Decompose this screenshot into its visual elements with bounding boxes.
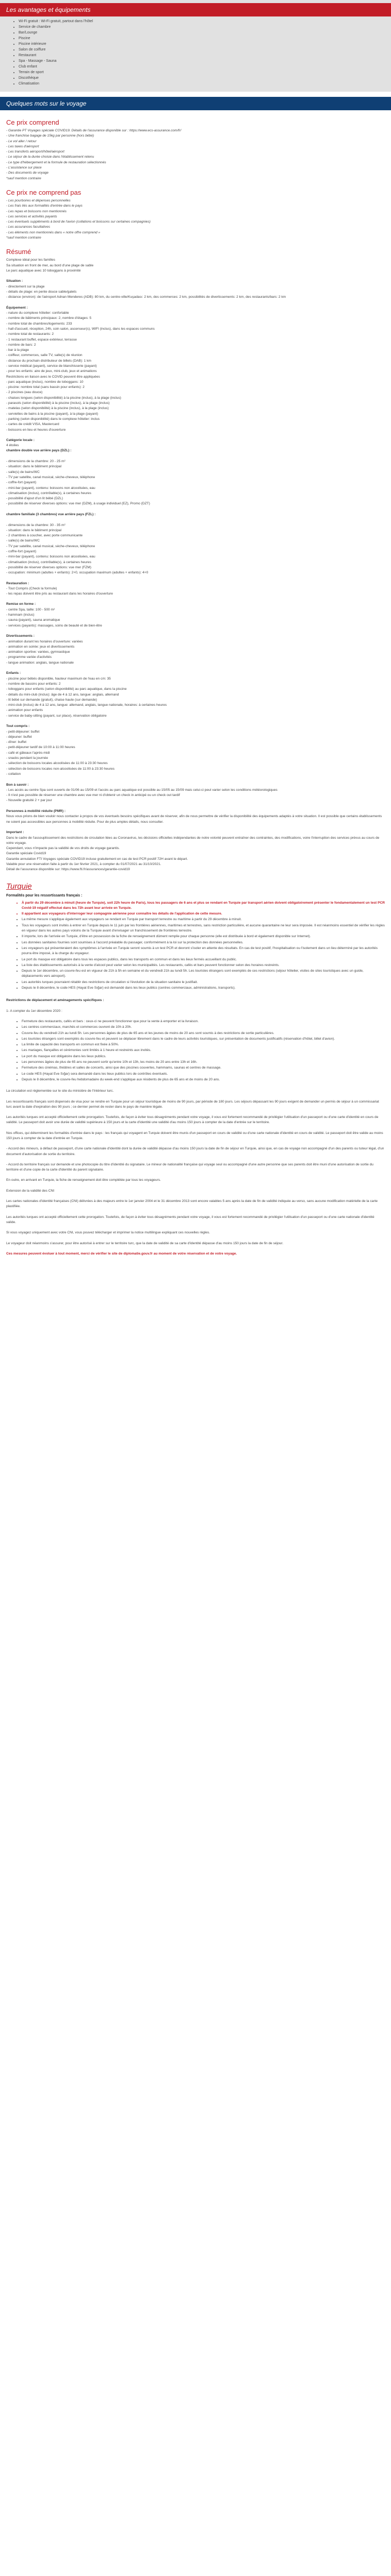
leisure-line: - hammam (inclus) — [6, 613, 35, 617]
price-excludes-line: - Les repas et boissons non mentionnés — [6, 209, 67, 213]
turkey-rule-bullet: • Couvre-feu du vendredi 21h au lundi 5h. Les personnes âgées de plus de 65 ans et les jeunes de moins de 20 ans sont soumis à des restrictions de sortie particulières. — [22, 1031, 385, 1036]
room-line: - coffre-fort (payant) — [6, 550, 37, 554]
leisure-line: - sélection de boissons locales non-alcoolisées de 11:00 à 23:30 heures — [6, 767, 115, 771]
leisure-line: - petit-déjeuner tardif de 10:00 à 11:00 heures — [6, 745, 75, 750]
turkey-rules-title: Restrictions de déplacement et aménagements spécifiques : — [6, 998, 104, 1003]
price-includes-line: - Des documents de voyage — [6, 171, 49, 175]
leisure-line: Remise en forme : — [6, 602, 36, 606]
trip-content — [0, 110, 391, 1268]
leisure-line: - collation — [6, 772, 21, 776]
equipments-block — [0, 0, 391, 92]
equipment-item: • Bar/Lounge — [19, 30, 391, 36]
room-line: - salle(s) de bains/WC — [6, 539, 40, 543]
turkey-final-note: Ces mesures peuvent évoluer à tout moment, merci de vérifier le site de diplomatie.gouv.fr au moment de votre réservation et de votre voyage. — [6, 1251, 237, 1256]
turkey-rule-bullet: • Fermeture des cinémas, théâtres et salles de concerts, ainsi que des piscines couvertes, hammams, saunas et centres de massage. — [22, 1065, 385, 1071]
leisure-line: Personnes à mobilité réduite (PMR) : — [6, 809, 66, 814]
detail-line: - directement sur la plage — [6, 284, 45, 289]
detail-line: - nombre de bâtiments principaux: 2, nombre d'étages: 5 — [6, 316, 92, 320]
spacer — [6, 719, 385, 724]
spacer — [6, 517, 385, 522]
spacer — [6, 666, 385, 671]
turkey-bullet: • Les autorités turques pourraient rétablir des restrictions de circulation si l'évolution de la situation sanitaire le justifiait. — [22, 980, 385, 985]
room-line: - climatisation (inclus), contrôlable(s), à certaines heures — [6, 491, 91, 495]
equipments-list — [0, 19, 391, 87]
leisure-line: - service de baby-sitting (payant, sur place), réservation obligatoire — [6, 714, 107, 718]
leisure-line: - animation sportive: variées, gymnastique — [6, 650, 70, 654]
leisure-line: - centre Spa, taille: 100 - 500 m² — [6, 607, 55, 612]
room-line: - occupation: minimum (adultes + enfants): 2+0, occupation maximum (adultes + enfants): 4+0 — [6, 571, 149, 575]
price-includes-line: - Le type d'hébergement et la formule de restauration sélectionnés — [6, 160, 106, 164]
turkey-paragraph: Si vous voyagez uniquement avec votre CNI, vous pouvez télécharger et imprimer la notice multilingue expliquant ces nouvelles règles. — [6, 1231, 210, 1235]
turkey-paragraph: Le voyageur doit néanmoins s'assurer, pour être autorisé à entrer sur le territoire turc, que la date de validité de sa carte d'identité dépasse d'au moins 150 jours la date de fin de séjour. — [6, 1241, 284, 1245]
room-line: - possibilité de réserver diverses options: vue mer (DZM), à usage individuel (EZ), Promo (DZT) — [6, 502, 150, 506]
leisure-line: Garantie annulation FTI Voyages spéciale COVID19 incluse gratuitement en cas de test PCR positif 72H avant le départ. — [6, 857, 188, 861]
food-line: Restauration : — [6, 581, 29, 585]
leisure-line: - lit bébé sur demande (gratuit), chaise haute (sur demande) — [6, 698, 97, 702]
details-block — [6, 279, 385, 433]
turkey-bullets — [6, 901, 385, 991]
detail-line: - boissons en lieu et heures d'ouverture — [6, 428, 66, 432]
equipment-item: • Spa - Massage - Sauna — [19, 58, 391, 64]
price-excludes-line: - Les services et activités payants — [6, 214, 57, 218]
leisure-line: Enfants : — [6, 671, 21, 675]
turkey-bullet: • Depuis le 1er décembre, un couvre-feu est en vigueur de 21h à 5h en semaine et du vendredi 21h au lundi 5h. Les touristes étrangers sont exemptés de ces restrictions (séjour hôtelier, visites de sites touristiques avec un guide, déplacements vers aéroport). — [22, 969, 385, 979]
leisure-line: - langue animation: anglais, langue nationale — [6, 660, 74, 665]
leisure-line: - déjeuner: buffet — [6, 735, 32, 739]
detail-line: - parking (selon disponibilité) dans le complexe hôtelier: inclus — [6, 417, 100, 421]
turkey-rule-bullet: • Les centres commerciaux, marchés et commerces ouvrent de 10h à 20h. — [22, 1025, 385, 1030]
turkey-paragraph: Les autorités turques ont accepté officiellement cette prorogation. Toutefois, de façon à éviter tous désagréments pendant votre voyage, il vous est fortement recommandé de privilégier l'utilisation d'un passeport ou d'une carte nationale d'identité valide. — [6, 1215, 374, 1224]
room-line: - climatisation (inclus), contrôlable(s), à certaines heures — [6, 560, 91, 564]
price-excludes-list — [6, 198, 385, 241]
spacer — [6, 507, 385, 512]
spacer — [6, 804, 385, 809]
equipment-item: • Club enfant — [19, 64, 391, 70]
equipment-item: • Restaurant — [19, 53, 391, 58]
price-excludes-line: - Les assurances facultatives — [6, 225, 51, 229]
detail-line: - nombre total de restaurants: 2 — [6, 332, 54, 336]
turkey-bullet: • Le port du masque est obligatoire dans tous les espaces publics, dans les transports en commun et dans les lieux fermés accueillant du public. — [22, 957, 385, 962]
equipment-item: • Discothèque — [19, 75, 391, 81]
detail-line: - matelas (selon disponibilité) à la piscine (inclus), à la plage (inclus) — [6, 406, 109, 411]
food-line: - Tout Compris (Check la formule) — [6, 586, 57, 590]
price-includes-line: - Le séjour de la durée choisie dans l'établissement retenu — [6, 155, 94, 159]
turkey-paragraph: Nos offices, qui déterminent les formalités d'entrée dans le pays : les français qui voyagent en Turquie doivent être munis d'un passeport en cours de validité ou d'une carte nationale d'identité en cours de validité. Le passeport doit être valide au moins 150 jours à compter de la date d'entrée en Turquie. — [6, 1131, 383, 1140]
turkey-bullet: • Les données sanitaires fournies sont soumises à l'accord préalable du passager, conformément à la loi sur la protection des données personnelles. — [22, 940, 385, 945]
spacer — [6, 777, 385, 782]
turkey-paragraph: - Accord des mineurs, à défaut de passeport, d'une carte nationale d'identité dont la durée de validité dépasse d'au moins 150 jours la date de fin de séjour en Turquie, ainsi que, en cas de voyage non accompagné d'un des parents ou tuteur légal, d'un document d'autorisation de sortie du territoire. — [6, 1147, 384, 1156]
price-includes-title: Ce prix comprend — [6, 118, 59, 126]
turkey-bullet: • Tous les voyageurs sont invités à entrer en Turquie depuis le 11 juin par les frontières aériennes, maritimes et terrestres, sans restriction particulière, et aucune quarantaine ne leur sera imposée. Il est néanmoins essentiel de vérifier les règles en vigueur dans les autres pays voisins de la Turquie avant d'envisager un franchissement de frontières terrestre. — [22, 923, 385, 934]
leisure-line: Bon à savoir : — [6, 783, 29, 787]
equipment-item: • Piscine intérieure — [19, 41, 391, 47]
summary-title: Résumé — [6, 248, 31, 256]
turkey-rule-bullet: • Depuis le 8 décembre, le couvre-feu hebdomadaire du week-end s'applique aux résidents de plus de 65 ans et de moins de 20 ans. — [22, 1077, 385, 1082]
price-includes-line: - Les taxes d'aéroport — [6, 144, 39, 148]
food-line: - les repas doivent être pris au restaurant dans les horaires d'ouverture — [6, 592, 113, 596]
leisure-line: - nombre de bassins pour enfants: 2 — [6, 682, 61, 686]
turkey-paragraph: Les ressortissants français sont dispensés de visa pour se rendre en Turquie pour un séjour touristique de moins de 90 jours, par période de 180 jours. Les séjours dépassant les 90 jours exigent de demander un permis de séjour à un commissariat turc avant la date d'expiration des 90 jours ; ce dernier permet de rester dans le pays de manière légale. — [6, 1099, 379, 1109]
price-excludes-line: - Les frais liés aux formalités d'entrée dans le pays — [6, 204, 83, 208]
turkey-paragraph: La circulation est réglementée sur le site du ministère de l'Intérieur turc. — [6, 1089, 114, 1093]
room-line: - salle(s) de bains/WC — [6, 470, 40, 474]
turkey-paragraph: - Accord du territoire français sur demande et une photocopie du titre d'identité du signataire. Le mineur de nationalité française qui voyage seul ou accompagné d'une autre personne que ses parents doit être muni d'une autorisation de sortie du territoire et d'une copie de la carte d'identité du parent signataire. — [6, 1162, 373, 1172]
turkey-rules-bullets — [6, 1019, 385, 1082]
turkey-rule-bullet: • Les personnes âgées de plus de 65 ans ne peuvent sortir qu'entre 10h et 13h, les moins de 20 ans entre 13h et 16h. — [22, 1060, 385, 1065]
equipment-item: • Service de chambre — [19, 24, 391, 30]
turkey-intro: Formalités pour les ressortissants français : — [6, 893, 83, 897]
leisure-line: - détails du mini-club (inclus): âge de 4 à 12 ans, langue: anglais, allemand — [6, 692, 119, 697]
price-includes-line: - L'assistance sur place — [6, 166, 42, 170]
room-line: chambre double vue arrière pays (DZL) : — [6, 449, 72, 453]
detail-line: - service médical (payant), service de blanchisserie (payant) — [6, 364, 97, 368]
turkey-paragraph: Les cartes nationales d'identité françaises (CNI) délivrées à des majeurs entre le 1er janvier 2004 et le 31 décembre 2013 sont encore valables 5 ans après la date de fin de validité indiquée au verso, sans aucune modification matérielle de la carte plastifiée. — [6, 1199, 378, 1209]
detail-line: - hall d'accueil, réception, 24h, coin salon, ascenseur(s), WIFI (inclus), dans les espaces communs — [6, 327, 155, 331]
detail-line: - coiffeur, commerces, salle TV, salle(s) de réunion — [6, 353, 83, 358]
room-line: 4 étoiles — [6, 444, 19, 448]
leisure-line: - Les accès au centre Spa sont ouverts de 01/06 au 15/09 et l'accès au parc aquatique est possible au 15/05 au 15/09 mais celui-ci peut varier selon les conditions météorologiques — [6, 788, 278, 792]
price-excludes-line: - Les pourboires et dépenses personnelles — [6, 198, 71, 202]
room-line: - coffre-fort (payant) — [6, 481, 37, 485]
spacer — [6, 825, 385, 830]
spacer — [6, 629, 385, 634]
turkey-rule-bullet: • Les touristes étrangers sont exemptés du couvre-feu et peuvent se déplacer librement dans le cadre de leurs activités touristiques, sur présentation de documents justificatifs (réservation d'hôtel, billet d'avion). — [22, 1037, 385, 1042]
leisure-line: - programme variée d'activités — [6, 655, 52, 659]
detail-line: - parc aquatique (inclus), nombre de toboggans: 10 — [6, 380, 84, 384]
leisure-line: Dans le cadre de l'assouplissement des restrictions de circulation liées au Coronavirus, les décisions officielles indépendantes de notre volonté peuvent entraîner des contraintes, des modifications, voire l'interruption des services prévus au cours de votre voyage. — [6, 836, 380, 845]
rooms-block — [6, 438, 385, 576]
turkey-bullet: • La liste des établissements autorisés à la vente d'alcool peut varier selon les municipalités. Les restaurants, cafés et bars peuvent fonctionner selon des horaires restreints. — [22, 963, 385, 968]
leisure-line: Détail de l'assurance disponible sur: https://www.fti.fr/assurances/garantie-covid19 — [6, 868, 130, 872]
leisure-line: - snacks pendant la journée — [6, 756, 48, 760]
turkey-paragraph: Extension de la validité des CNI — [6, 1189, 55, 1193]
leisure-line: - Il n'est pas possible de réserver une chambre avec vue mer ni d'obtenir un check in anticipé ou un check out tardif — [6, 793, 180, 798]
leisure-line: Nous vous prions de bien vouloir nous contacter à propos de vos éventuels besoins spécifiques avant de réserver, afin de nous permettre de vérifier la disponibilité des équipements adaptés à votre situation. Il est possible que certains établissements ne soient pas accessibles aux personnes à mobilité réduite. Pour de plus amples détails, nous consulter. — [6, 815, 382, 824]
room-line: - TV par satellite, canal musical, sèche-cheveux, téléphone — [6, 475, 95, 479]
room-line: Catégorie locale : — [6, 438, 35, 442]
turkey-bullet: • La même mesure s'applique également aux voyageurs se rendant en Turquie par transport terrestre ou maritime à partir du 29 décembre à minuit. — [22, 917, 385, 922]
equipments-title: Les avantages et équipements — [0, 3, 391, 16]
turkey-rule-bullet: • Fermeture des restaurants, cafés et bars : ceux-ci ne peuvent fonctionner que pour la vente à emporter et la livraison. — [22, 1019, 385, 1024]
price-includes-list — [6, 128, 385, 181]
leisure-line: - toboggans pour enfants (selon disponibilité) au parc aquatique, dans la piscine — [6, 687, 127, 691]
room-line: - dimensions de la chambre: 30 - 35 m² — [6, 523, 66, 527]
turkey-bullet: • Il importe, lors de l'arrivée en Turquie, d'être en possession de la fiche de renseignement dûment remplie pour chaque personne (elle est distribuée à bord et également disponible sur Internet). — [22, 934, 385, 939]
leisure-line: - mini-club (inclus) de 4 à 12 ans, langue: allemand, anglais, langue nationale, horaires: à certaines heures — [6, 703, 167, 707]
detail-line: - nature du complexe hôtelier: confortable — [6, 311, 69, 315]
price-excludes-line: - Les éventuels suppléments à bord de l'avion (collations et boissons sur certaines compagnies) — [6, 220, 151, 224]
price-excludes-line: - Les éléments non mentionnés dans « notre offre comprend » — [6, 230, 101, 234]
turkey-bullet: • Depuis le 8 décembre, le code HES (Hayat Eve Sığar) est demandé dans les lieux publics (centres commerciaux, administrations, transports). — [22, 986, 385, 991]
leisure-line: Garantie spéciale Covid19 — [6, 852, 46, 856]
equipment-item: • Piscine — [19, 36, 391, 41]
section-title-bar: Quelques mots sur le voyage — [0, 97, 391, 110]
price-includes-line: - Garantie PT Voyages spéciale COVID19. Détails de l'assurance disponible sur : https://www.ecs-assurance.com/fr/ — [6, 129, 182, 132]
turkey-paragraphs — [6, 1089, 385, 1246]
equipment-item: • Wi-Fi gratuit : Wi-Fi gratuit, partout dans l'hôtel — [19, 19, 391, 24]
leisure-line: - sélection de boissons locales alcoolisées de 11:00 à 23:30 heures — [6, 761, 108, 766]
room-line: - situation: dans le bâtiment principal — [6, 465, 62, 469]
price-includes-line: - Le vol aller / retour — [6, 139, 37, 143]
turkey-rule-bullet: • Les mariages, fiançailles et cérémonies sont limités à 1 heure et restreints aux invités. — [22, 1048, 385, 1053]
spacer — [6, 300, 385, 305]
turkey-rule-bullet: • Le code HES (Hayat Eve Sığar) sera demandé dans les lieux publics lors de contrôles éventuels. — [22, 1072, 385, 1077]
detail-line: - 1 restaurant buffet, espace extérieur, terrasse — [6, 337, 77, 342]
detail-line: Équipement : — [6, 306, 28, 310]
price-includes-line: - Les transferts aéroport/hôtel/aéroport — [6, 150, 64, 154]
leisure-line: - animation pour enfants — [6, 708, 43, 713]
price-excludes-title: Ce prix ne comprend pas — [6, 188, 82, 196]
turkey-bullet: • À partir du 29 décembre à minuit (heure de Turquie), soit 22h heure de Paris), tous les passagers de 6 ans et plus se rendant en Turquie par transport aérien doivent obligatoirement présenter le fondamentalement un test PCR Covid-19 négatif effectué dans les 72h avant leur arrivée en Turquie. — [22, 901, 385, 911]
detail-line: - détails de plage: en pente douce sable/galets — [6, 290, 77, 294]
price-excludes-line: *sauf mention contraire — [6, 236, 41, 240]
room-line: - TV par satellite, canal musical, sèche-cheveux, téléphone — [6, 544, 95, 548]
detail-line: - chaises longues (selon disponibilité) à la piscine (inclus), à la plage (inclus) — [6, 396, 121, 400]
summary-line: Complexe idéal pour les familles — [6, 258, 55, 262]
detail-line: - pour les enfants: aire de jeux, mini-club, jeux et animations — [6, 369, 97, 374]
turkey-bullet: • Il appartient aux voyageurs d'interroger leur compagnie aérienne pour connaître les détails de l'application de cette mesure. — [22, 911, 385, 917]
turkey-bullet: • Les voyageurs qui présenteraient des symptômes à l'arrivée en Turquie seront soumis à un test PCR et devront s'isoler en attente des résultats. En cas de test positif, l'hospitalisation ou l'isolement dans un lieu déterminé par les autorités pourra être imposé, à la charge du voyageur. — [22, 946, 385, 957]
room-line: - possibilité de réserver diverses options: vue mer (FZM) — [6, 565, 91, 569]
page — [0, 0, 391, 1268]
leisure-line: - café et gâteaux l'après-midi — [6, 751, 50, 755]
detail-line: - parasols (selon disponibilité) à la piscine (inclus), à la plage (inclus) — [6, 401, 110, 405]
room-line: - situation: dans le bâtiment principal — [6, 528, 62, 532]
detail-line: - cartes de crédit VISA, Mastercard — [6, 422, 59, 427]
leisure-line: Cependant, vous n'impacte pas la validité de vos droits de voyage garantis. — [6, 846, 120, 851]
leisure-line: - animation en soirée: jeux et divertissements — [6, 645, 75, 649]
leisure-line: - piscine pour bébés disponible, hauteur maximum de l'eau en cm: 35 — [6, 676, 111, 681]
price-includes-line: - Une franchise bagage de 15kg par personne (hors bébé) — [6, 134, 94, 138]
room-line: - possibilité d'ajout d'un lit bébé (DZL) — [6, 497, 63, 501]
spacer — [6, 454, 385, 459]
turkey-paragraph: En outre, en arrivant en Turquie, la fiche de renseignement doit être complétée par tous les voyageurs. — [6, 1178, 161, 1182]
detail-line: - 2 piscines (eau douce) — [6, 391, 43, 395]
summary-line: Le parc aquatique avec 10 toboggans à proximité — [6, 268, 81, 273]
equipment-item: • Salon de coiffure — [19, 47, 391, 53]
room-line: chambre familiale (3 chambres) vue arrière pays (FZL) : — [6, 513, 96, 516]
turkey-rules-intro: 1- A compter du 1er décembre 2020 : — [6, 1009, 62, 1013]
room-line: - mini-bar (payant), contenu: boissons non alcoolisées, eau — [6, 555, 95, 559]
detail-line: - distance (environ): de l'aéroport Adnan Menderes (ADB): 80 km, du centre-ville/Kuşadası: 2 km, des commerces: 2 km, possibilités de divertissements: 2 km, des restaurants/bars: 2 km — [6, 295, 286, 299]
leisure-line: - dîner: buffet — [6, 740, 27, 744]
detail-line: - piscine: nombre total (sans bassin pour enfants): 2 — [6, 385, 85, 389]
leisure-line: - petit-déjeuner: buffet — [6, 730, 40, 734]
detail-line: - bar à la plage — [6, 348, 29, 352]
leisure-line: - animation durant les horaires d'ouverture: variées — [6, 639, 83, 643]
summary-line: Sa situation en front de mer, au bord d'une plage de sable — [6, 263, 94, 267]
leisure-line: Important : — [6, 831, 24, 835]
equipment-item: • Terrain de sport — [19, 70, 391, 75]
leisure-line: - sauna (payant), sauna aromatique — [6, 618, 60, 622]
food-block — [6, 581, 385, 597]
detail-line: Restrictions en liaison avec le COVID peuvent être appliquées — [6, 375, 100, 379]
turkey-rule-bullet: • Le port du masque est obligatoire dans les lieux publics. — [22, 1054, 385, 1059]
leisure-line: - services (payants): massages, soins de beauté et de bien-être — [6, 623, 102, 628]
price-includes-line: *sauf mention contraire — [6, 176, 41, 180]
leisure-line: Tout compris : — [6, 724, 30, 728]
room-line: - dimensions de la chambre: 20 - 25 m² — [6, 460, 66, 464]
room-line: - mini-bar (payant), contenu: boissons non alcoolisées, eau — [6, 486, 95, 490]
leisure-block — [6, 602, 385, 872]
detail-line: - nombre total de chambres/logements: 233 — [6, 321, 72, 326]
leisure-line: Divertissements : — [6, 634, 35, 638]
equipment-item: • Climatisation — [19, 81, 391, 87]
summary-list — [6, 258, 385, 274]
detail-line: - nombre de bars: 2 — [6, 343, 36, 347]
turkey-rule-bullet: • La limite de capacité des transports en commun est fixée à 50%. — [22, 1042, 385, 1047]
detail-line: Situation : — [6, 279, 23, 283]
detail-line: - serviettes de bains à la piscine (payant), à la plage (payant) — [6, 412, 99, 416]
leisure-line: Valable pour une réservation faite à partir du 1er février 2021, à compter du 01/07/2021 au 31/10/2021. — [6, 862, 161, 866]
room-line: - 2 chambres à coucher, avec porte communicante — [6, 534, 83, 538]
detail-line: - distance du prochain distributeur de billets (DAB): 1 km — [6, 359, 91, 363]
turkey-title: Turquie — [6, 882, 32, 891]
turkey-paragraph: Les autorités turques ont accepté officiellement cette prorogation. Toutefois, de façon à éviter tous désagréments pendant votre voyage, il vous est fortement recommandé de privilégier l'utilisation d'un passeport ou d'une carte d'identité en cours de validité. Le passeport doit avoir une durée de validité supérieure à 150 jours et la carte d'identité une validité d'au moins 150 jours à compter de la date d'entrée sur le territoire. — [6, 1115, 379, 1125]
leisure-line: - Nouvelle gratuité 2 + par jour — [6, 799, 52, 803]
